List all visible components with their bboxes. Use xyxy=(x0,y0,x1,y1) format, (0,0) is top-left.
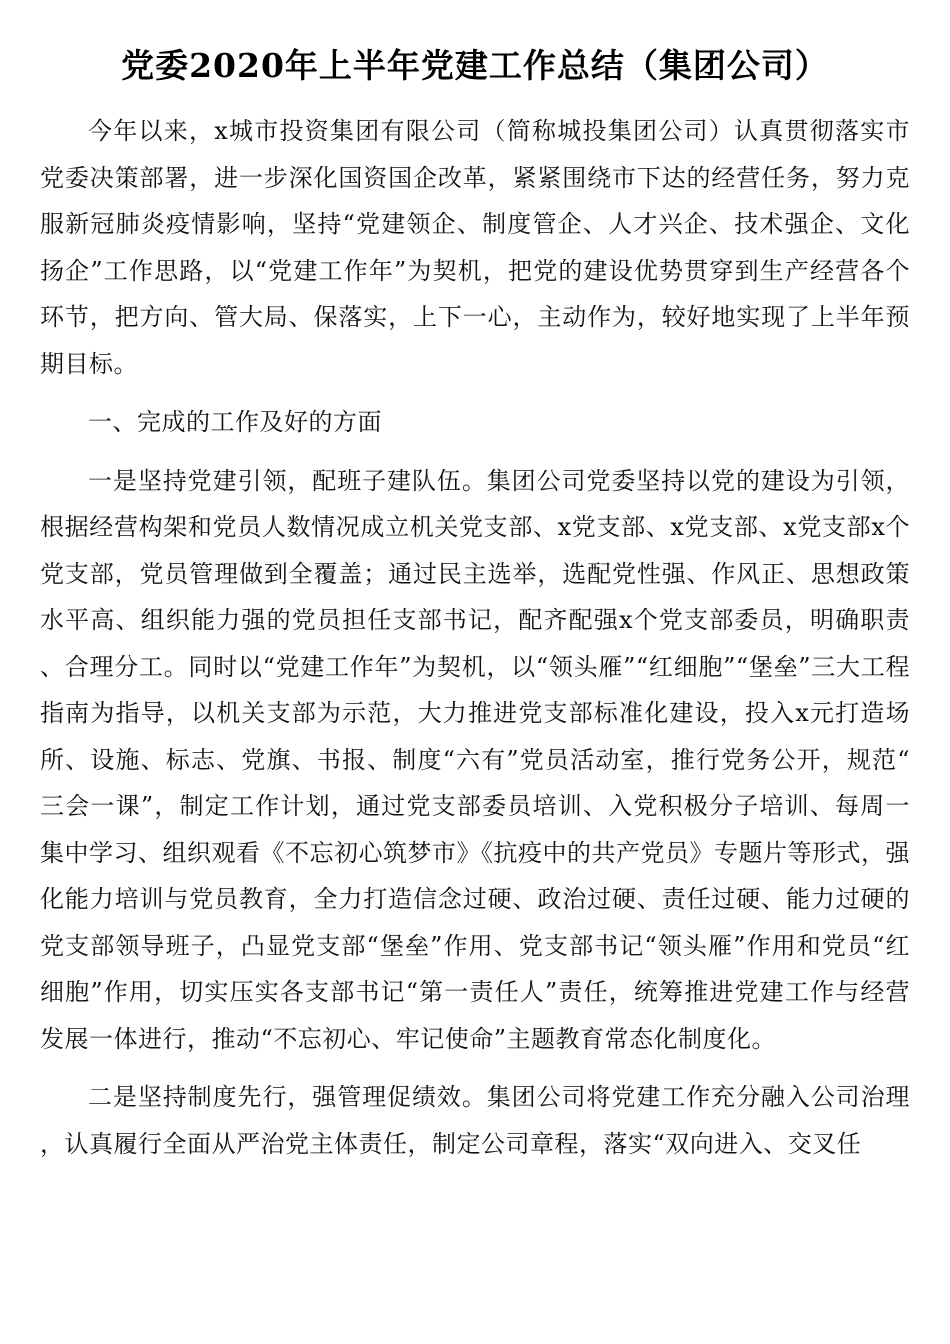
body-paragraph-2: 二是坚持制度先行，强管理促绩效。集团公司将党建工作充分融入公司治理，认真履行全面从严治党主体责任，制定公司章程，落实“双向进入、交叉任 xyxy=(40,1083,910,1158)
document-page xyxy=(40,38,910,1179)
section-heading: 一、完成的工作及好的方面 xyxy=(88,408,382,436)
body-paragraph-1: 一是坚持党建引领，配班子建队伍。集团公司党委坚持以党的建设为引领，根据经营构架和党员人数情况成立机关党支部、x党支部、x党支部、x党支部x个党支部，党员管理做到全覆盖；通过民主选举，选配党性强、作风正、思想政策水平高、组织能力强的党员担任支部书记，配齐配强x个党支部委员，明确职责、合理分工。同时以“党建工作年”为契机，以“领头雁”“红细胞”“堡垒”三大工程指南为指导，以机关支部为示范，大力推进党支部标准化建设，投入x元打造场所、设施、标志、党旗、书报、制度“六有”党员活动室，推行党务公开，规范“三会一课”，制定工作计划，通过党支部委员培训、入党积极分子培训、每周一集中学习、组织观看《不忘初心筑梦市》《抗疫中的共产党员》专题片等形式，强化能力培训与党员教育，全力打造信念过硬、政治过硬、责任过硬、能力过硬的党支部领导班子，凸显党支部“堡垒”作用、党支部书记“领头雁”作用和党员“红细胞”作用，切实压实各支部书记“第一责任人”责任，统筹推进党建工作与经营发展一体进行，推动“不忘初心、牢记使命”主题教育常态化制度化。 xyxy=(40,466,910,1053)
document-title: 党委2020年上半年党建工作总结（集团公司） xyxy=(121,46,829,85)
intro-paragraph: 今年以来，x城市投资集团有限公司（简称城投集团公司）认真贯彻落实市党委决策部署，进一步深化国资国企改革，紧紧围绕市下达的经营任务，努力克服新冠肺炎疫情影响，坚持“党建领企、制度管企、人才兴企、技术强企、文化扬企”工作思路，以“党建工作年”为契机，把党的建设优势贯穿到生产经营各个环节，把方向、管大局、保落实，上下一心，主动作为，较好地实现了上半年预期目标。 xyxy=(40,117,910,378)
